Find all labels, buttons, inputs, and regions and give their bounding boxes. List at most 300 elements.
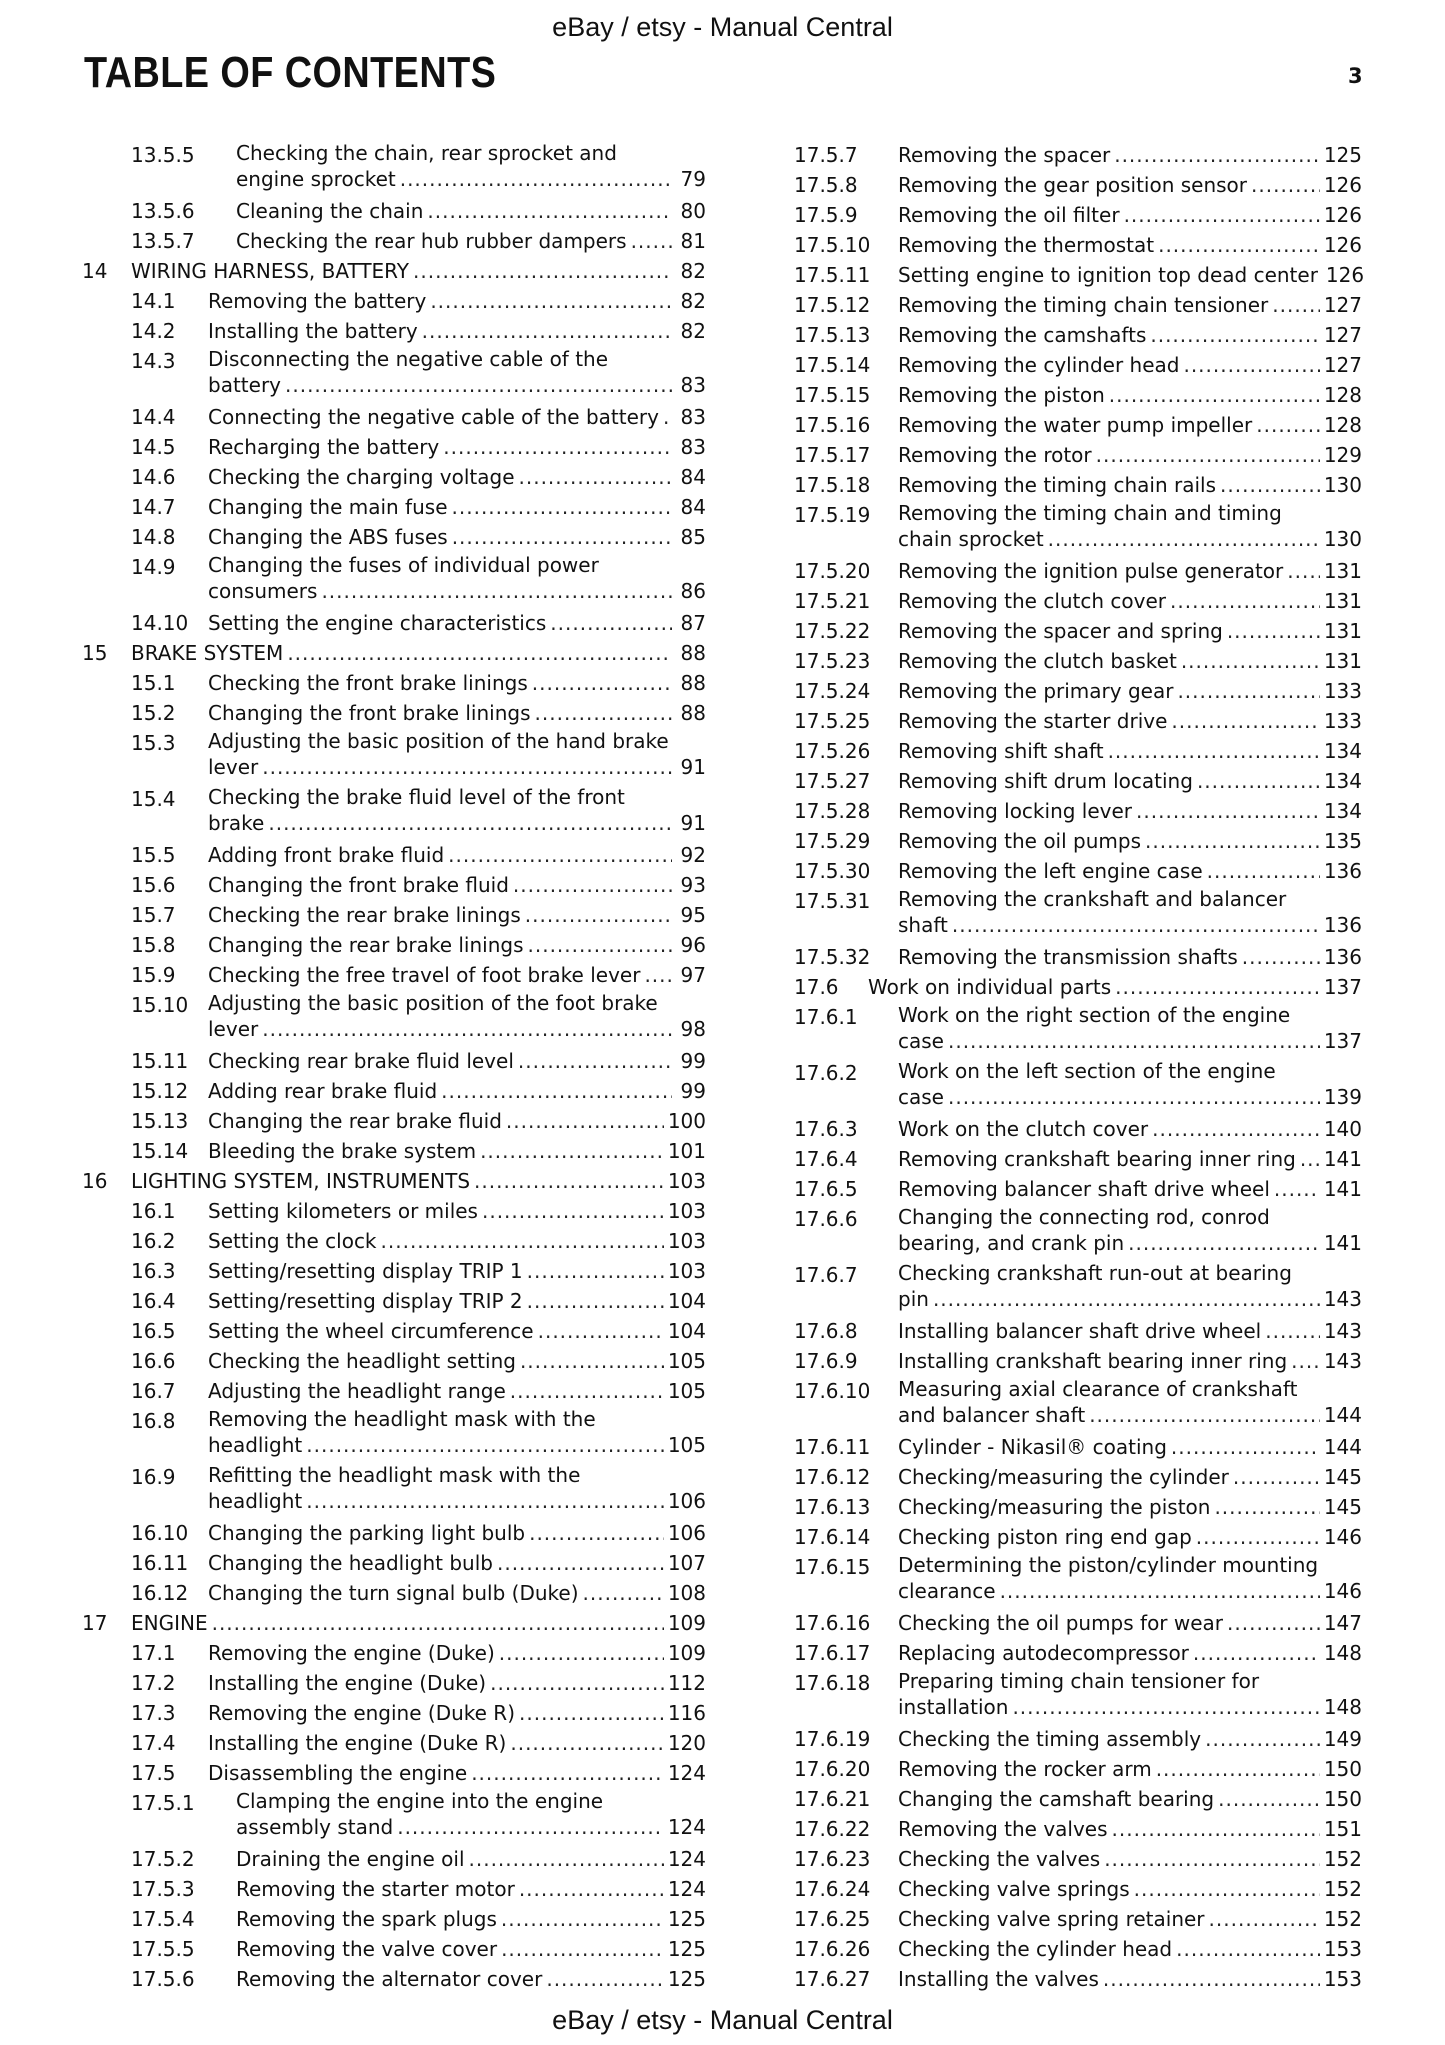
- toc-entry[interactable]: [794, 1638, 1362, 1668]
- toc-entry-number: 13.5.5: [131, 143, 195, 167]
- toc-entry-page: 131: [1323, 559, 1362, 583]
- dot-leader: [413, 256, 672, 286]
- toc-entry[interactable]: [794, 766, 1362, 796]
- toc-entry-title: Connecting the negative cable of the battery: [208, 405, 659, 429]
- dot-leader: [1124, 200, 1320, 230]
- toc-entry[interactable]: [82, 1046, 706, 1076]
- dot-leader: [469, 1844, 664, 1874]
- dot-leader: [948, 1084, 1320, 1110]
- toc-entry-number: 15: [82, 641, 108, 665]
- toc-entry-number: 16.2: [131, 1229, 176, 1253]
- toc-entry[interactable]: [82, 1964, 706, 1994]
- toc-entry-page: 150: [1323, 1757, 1362, 1781]
- toc-entry-number: 17.5.31: [794, 889, 871, 913]
- toc-entry-number: 17.6.1: [794, 1005, 858, 1029]
- toc-entry-number: 14.6: [131, 465, 176, 489]
- toc-entry[interactable]: [82, 432, 706, 462]
- toc-entry-number: 16: [82, 1169, 108, 1193]
- toc-entry-number: 17.5.10: [794, 233, 871, 257]
- toc-entry[interactable]: [82, 784, 706, 840]
- toc-entry-number: 14.5: [131, 435, 176, 459]
- toc-entry[interactable]: [82, 1518, 706, 1548]
- toc-entry-page: 99: [680, 1079, 706, 1103]
- toc-entry[interactable]: [794, 676, 1362, 706]
- dot-leader: [1197, 766, 1320, 796]
- toc-entry-title: Adjusting the headlight range: [208, 1379, 506, 1403]
- toc-entry[interactable]: [794, 230, 1362, 260]
- toc-entry[interactable]: [794, 646, 1362, 676]
- toc-entry-number: 17.5.29: [794, 829, 871, 853]
- toc-entry[interactable]: [794, 886, 1362, 942]
- toc-entry[interactable]: [794, 350, 1362, 380]
- toc-entry-title: Removing the water pump impeller: [898, 413, 1253, 437]
- toc-entry[interactable]: [794, 706, 1362, 736]
- toc-entry[interactable]: [82, 552, 706, 608]
- dot-leader: [443, 432, 672, 462]
- toc-entry-page: 83: [680, 405, 706, 429]
- toc-entry-title: Removing the timing chain rails: [898, 473, 1217, 497]
- toc-entry-number: 17.6.6: [794, 1207, 858, 1231]
- toc-entry[interactable]: [794, 1174, 1362, 1204]
- toc-entry[interactable]: [794, 200, 1362, 230]
- toc-entry[interactable]: [82, 316, 706, 346]
- toc-entry-page: 150: [1323, 1787, 1362, 1811]
- toc-entry-page: 146: [1323, 1579, 1362, 1603]
- toc-entry-page: 91: [680, 755, 706, 779]
- toc-entry-title: Removing the thermostat: [898, 233, 1155, 257]
- toc-entry[interactable]: [82, 930, 706, 960]
- toc-entry-number: 15.7: [131, 903, 176, 927]
- toc-entry[interactable]: [82, 462, 706, 492]
- toc-entry[interactable]: [794, 826, 1362, 856]
- toc-entry[interactable]: [794, 1964, 1362, 1994]
- toc-entry-number: 17.6.27: [794, 1967, 871, 1991]
- toc-entry-title-line1: Changing the fuses of individual power: [208, 553, 599, 577]
- toc-column-right: [794, 140, 1365, 1994]
- toc-entry-number: 16.11: [131, 1551, 189, 1575]
- dot-leader: [427, 196, 672, 226]
- toc-entry[interactable]: [82, 1316, 706, 1346]
- dot-leader: [1171, 1432, 1320, 1462]
- toc-entry-page: 126: [1323, 203, 1362, 227]
- toc-entry-number: 15.11: [131, 1049, 189, 1073]
- dot-leader: [497, 1548, 664, 1578]
- toc-entry[interactable]: [794, 1260, 1362, 1316]
- dot-leader: [452, 492, 672, 522]
- toc-entry-page: 141: [1323, 1147, 1362, 1171]
- toc-entry-page: 148: [1323, 1695, 1362, 1719]
- toc-entry-page: 99: [680, 1049, 706, 1073]
- toc-entry-title: Setting/resetting display TRIP 2: [208, 1289, 523, 1313]
- toc-entry-number: 14.8: [131, 525, 176, 549]
- dot-leader: [1170, 586, 1320, 616]
- toc-entry-title: Changing the rear brake fluid: [208, 1109, 502, 1133]
- watermark-top: eBay / etsy - Manual Central: [552, 12, 893, 42]
- toc-entry[interactable]: [82, 1758, 706, 1788]
- toc-entry[interactable]: [794, 260, 1365, 290]
- toc-entry[interactable]: [82, 1106, 706, 1136]
- toc-entry-title: Checking the rear brake linings: [208, 903, 521, 927]
- dot-leader: [1158, 230, 1320, 260]
- toc-entry[interactable]: [794, 140, 1362, 170]
- toc-entry-title: case: [898, 1029, 944, 1053]
- toc-entry[interactable]: [82, 638, 706, 668]
- toc-entry-page: 103: [667, 1199, 706, 1223]
- toc-entry[interactable]: [82, 1136, 706, 1166]
- toc-entry-number: 17.6.8: [794, 1319, 858, 1343]
- toc-entry[interactable]: [794, 1934, 1362, 1964]
- toc-entry[interactable]: [82, 960, 706, 990]
- toc-entry[interactable]: [794, 380, 1362, 410]
- toc-entry-number: 15.6: [131, 873, 176, 897]
- toc-entry-number: 17.6.12: [794, 1465, 871, 1489]
- toc-entry-title: Removing locking lever: [898, 799, 1133, 823]
- toc-entry-title: Removing the oil pumps: [898, 829, 1141, 853]
- toc-entry-page: 106: [667, 1521, 706, 1545]
- toc-entry-number: 15.13: [131, 1109, 189, 1133]
- dot-leader: [501, 1904, 664, 1934]
- toc-entry[interactable]: [82, 1904, 706, 1934]
- toc-entry-title: Removing the left engine case: [898, 859, 1203, 883]
- toc-entry-title-line1: Removing the crankshaft and balancer: [898, 887, 1287, 911]
- toc-entry[interactable]: [82, 840, 706, 870]
- toc-entry-page: 133: [1323, 679, 1362, 703]
- toc-entry-number: 17.6.21: [794, 1787, 871, 1811]
- toc-entry[interactable]: [794, 1346, 1362, 1376]
- toc-entry[interactable]: [82, 492, 706, 522]
- toc-entry-number: 14.1: [131, 289, 176, 313]
- toc-entry-title: Removing the engine (Duke): [208, 1641, 495, 1665]
- toc-entry[interactable]: [82, 1638, 706, 1668]
- toc-entry-page: 103: [667, 1229, 706, 1253]
- toc-entry-page: 88: [680, 641, 706, 665]
- dot-leader: [1265, 1316, 1320, 1346]
- toc-entry[interactable]: [82, 870, 706, 900]
- toc-entry[interactable]: [794, 1492, 1362, 1522]
- toc-entry-page: 126: [1323, 233, 1362, 257]
- toc-entry-page: 135: [1323, 829, 1362, 853]
- dot-leader: [1152, 1114, 1320, 1144]
- toc-entry[interactable]: [794, 1814, 1362, 1844]
- toc-entry[interactable]: [82, 1698, 706, 1728]
- toc-entry[interactable]: [82, 728, 706, 784]
- toc-entry-page: 149: [1323, 1727, 1362, 1751]
- toc-entry-title: Bleeding the brake system: [208, 1139, 477, 1163]
- toc-entry[interactable]: [794, 1204, 1362, 1260]
- toc-entry-title: lever: [208, 1017, 259, 1041]
- toc-entry-number: 17.6.18: [794, 1671, 871, 1695]
- toc-entry-page: 141: [1323, 1177, 1362, 1201]
- toc-entry[interactable]: [794, 1522, 1362, 1552]
- toc-entry-page: 145: [1323, 1465, 1362, 1489]
- toc-entry-page: 120: [667, 1731, 706, 1755]
- toc-entry-title: Checking the timing assembly: [898, 1727, 1202, 1751]
- toc-entry[interactable]: [794, 1114, 1362, 1144]
- toc-entry[interactable]: [794, 556, 1362, 586]
- toc-entry[interactable]: [794, 1376, 1362, 1432]
- dot-leader: [1214, 1492, 1319, 1522]
- toc-entry[interactable]: [82, 1728, 706, 1758]
- dot-leader: [381, 1226, 664, 1256]
- dot-leader: [1233, 1462, 1320, 1492]
- toc-entry[interactable]: [794, 1784, 1362, 1814]
- toc-entry-number: 15.10: [131, 993, 189, 1017]
- toc-entry[interactable]: [82, 1788, 706, 1844]
- toc-entry-title-line1: Work on the right section of the engine: [898, 1003, 1291, 1027]
- dot-leader: [1227, 616, 1320, 646]
- toc-entry-title: Checking the rear hub rubber dampers: [236, 229, 627, 253]
- toc-entry[interactable]: [82, 1196, 706, 1226]
- toc-entry-title: Replacing autodecompressor: [898, 1641, 1189, 1665]
- toc-entry[interactable]: [82, 1578, 706, 1608]
- toc-entry[interactable]: [82, 286, 706, 316]
- toc-entry-title: consumers: [208, 579, 318, 603]
- toc-entry-number: 17.6: [794, 975, 839, 999]
- toc-entry-title: Checking valve springs: [898, 1877, 1130, 1901]
- dot-leader: [510, 1728, 663, 1758]
- toc-entry-title: Removing the spacer and spring: [898, 619, 1223, 643]
- dot-leader: [1145, 826, 1320, 856]
- toc-entry[interactable]: [794, 616, 1362, 646]
- toc-entry-title: Checking piston ring end gap: [898, 1525, 1192, 1549]
- toc-column-left: [82, 140, 706, 1994]
- toc-entry-title: Checking the oil pumps for wear: [898, 1611, 1224, 1635]
- toc-entry-title: Setting the clock: [208, 1229, 377, 1253]
- dot-leader: [268, 810, 672, 836]
- toc-entry-title: Removing the spark plugs: [236, 1907, 497, 1931]
- toc-entry-title: Work on the clutch cover: [898, 1117, 1149, 1141]
- toc-entry[interactable]: [794, 500, 1362, 556]
- toc-entry-title-line1: Checking the brake fluid level of the front: [208, 785, 625, 809]
- toc-entry-page: 88: [680, 701, 706, 725]
- toc-entry[interactable]: [82, 226, 706, 256]
- toc-entry-title: Removing the ignition pulse generator: [898, 559, 1284, 583]
- toc-entry-page: 144: [1323, 1435, 1362, 1459]
- toc-entry[interactable]: [794, 856, 1362, 886]
- toc-entry-number: 16.6: [131, 1349, 176, 1373]
- dot-leader: [1218, 1784, 1320, 1814]
- toc-entry[interactable]: [794, 1058, 1362, 1114]
- dot-leader: [520, 1346, 664, 1376]
- toc-entry-title: installation: [898, 1695, 1009, 1719]
- toc-entry-title: Checking the front brake linings: [208, 671, 528, 695]
- toc-entry-page: 93: [680, 873, 706, 897]
- dot-leader: [527, 1256, 664, 1286]
- toc-entry-number: 17.5.9: [794, 203, 858, 227]
- toc-entry[interactable]: [794, 796, 1362, 826]
- toc-entry-number: 17.5.15: [794, 383, 871, 407]
- toc-entry[interactable]: [82, 346, 706, 402]
- toc-entry-title: Checking the free travel of foot brake lever: [208, 963, 641, 987]
- toc-entry[interactable]: [82, 1256, 706, 1286]
- toc-entry[interactable]: [794, 1724, 1362, 1754]
- toc-entry-number: 17.6.9: [794, 1349, 858, 1373]
- toc-entry[interactable]: [82, 1376, 706, 1406]
- toc-entry-title: lever: [208, 755, 259, 779]
- toc-entry[interactable]: [794, 320, 1362, 350]
- dot-leader: [1136, 796, 1320, 826]
- toc-entry-title: Removing the engine (Duke R): [208, 1701, 516, 1725]
- dot-leader: [535, 698, 672, 728]
- toc-entry-title: Removing shift shaft: [898, 739, 1104, 763]
- toc-entry[interactable]: [82, 196, 706, 226]
- toc-entry-number: 15.9: [131, 963, 176, 987]
- toc-entry-page: 151: [1323, 1817, 1362, 1841]
- dot-leader: [1103, 1964, 1320, 1994]
- toc-entry[interactable]: [794, 1608, 1362, 1638]
- toc-entry-title: Checking/measuring the piston: [898, 1495, 1211, 1519]
- toc-entry[interactable]: [82, 140, 706, 196]
- toc-entry-number: 17.5.12: [794, 293, 871, 317]
- dot-leader: [285, 372, 672, 398]
- dot-leader: [510, 1376, 664, 1406]
- toc-entry[interactable]: [794, 1316, 1362, 1346]
- dot-leader: [1177, 676, 1319, 706]
- dot-leader: [490, 1668, 664, 1698]
- toc-entry[interactable]: [82, 1166, 706, 1196]
- dot-leader: [1207, 856, 1320, 886]
- toc-entry-title-line1: Measuring axial clearance of crankshaft: [898, 1377, 1298, 1401]
- toc-entry[interactable]: [82, 900, 706, 930]
- toc-entry[interactable]: [794, 1904, 1362, 1934]
- dot-leader: [1128, 1230, 1320, 1256]
- toc-entry-page: 127: [1323, 353, 1362, 377]
- toc-entry[interactable]: [794, 736, 1362, 766]
- toc-entry[interactable]: [794, 1002, 1362, 1058]
- toc-entry[interactable]: [794, 942, 1362, 972]
- dot-leader: [583, 1578, 664, 1608]
- dot-leader: [1156, 1754, 1320, 1784]
- dot-leader: [430, 286, 672, 316]
- toc-entry-page: 127: [1323, 323, 1362, 347]
- toc-entry-title: Removing the transmission shafts: [898, 945, 1238, 969]
- toc-entry-page: 82: [680, 259, 706, 283]
- toc-entry-title: Removing crankshaft bearing inner ring: [898, 1147, 1296, 1171]
- toc-entry-page: 125: [667, 1937, 706, 1961]
- toc-entry[interactable]: [794, 410, 1362, 440]
- dot-leader: [1096, 440, 1320, 470]
- toc-entry-number: 17.5.19: [794, 503, 871, 527]
- toc-entry-page: 137: [1323, 975, 1362, 999]
- toc-entry-title: Checking the charging voltage: [208, 465, 515, 489]
- dot-leader: [321, 578, 672, 604]
- toc-entry-page: 152: [1323, 1847, 1362, 1871]
- toc-entry-page: 88: [680, 671, 706, 695]
- toc-entry[interactable]: [82, 256, 706, 286]
- toc-entry-title: Setting the wheel circumference: [208, 1319, 534, 1343]
- toc-entry[interactable]: [794, 440, 1362, 470]
- toc-entry-title: Removing the primary gear: [898, 679, 1174, 703]
- toc-entry[interactable]: [82, 698, 706, 728]
- toc-entry-title: BRAKE SYSTEM: [131, 641, 284, 665]
- dot-leader: [1104, 1844, 1320, 1874]
- toc-entry-page: 82: [680, 289, 706, 313]
- toc-entry-page: 136: [1323, 859, 1362, 883]
- toc-entry-number: 16.7: [131, 1379, 176, 1403]
- toc-entry[interactable]: [794, 1844, 1362, 1874]
- toc-entry-title: Checking valve spring retainer: [898, 1907, 1205, 1931]
- toc-entry[interactable]: [794, 1754, 1362, 1784]
- toc-entry-number: 17.5.7: [794, 143, 858, 167]
- toc-entry[interactable]: [794, 1874, 1362, 1904]
- toc-entry-title: Installing the engine (Duke): [208, 1671, 487, 1695]
- dot-leader: [1000, 1578, 1320, 1604]
- toc-entry[interactable]: [82, 1934, 706, 1964]
- toc-entry[interactable]: [794, 972, 1362, 1002]
- toc-entry[interactable]: [794, 470, 1362, 500]
- toc-entry-title: Checking the headlight setting: [208, 1349, 516, 1373]
- toc-entry-title: Installing the battery: [208, 319, 418, 343]
- toc-entry-page: 83: [680, 373, 706, 397]
- toc-entry-title: Removing the rotor: [898, 443, 1092, 467]
- toc-entry[interactable]: [82, 522, 706, 552]
- toc-entry-number: 14.9: [131, 555, 176, 579]
- toc-entry-page: 105: [667, 1433, 706, 1457]
- toc-entry-page: 124: [667, 1847, 706, 1871]
- toc-entry-number: 14.7: [131, 495, 176, 519]
- toc-entry[interactable]: [82, 608, 706, 638]
- toc-entry[interactable]: [82, 402, 706, 432]
- toc-entry-title: Removing the valve cover: [236, 1937, 498, 1961]
- toc-entry-page: 109: [667, 1611, 706, 1635]
- toc-entry-number: 14.4: [131, 405, 176, 429]
- toc-entry[interactable]: [82, 1076, 706, 1106]
- toc-entry-number: 16.9: [131, 1465, 176, 1489]
- dot-leader: [1115, 972, 1320, 1002]
- toc-entry-page: 143: [1323, 1319, 1362, 1343]
- toc-entry-title: Cylinder - Nikasil® coating: [898, 1435, 1167, 1459]
- toc-entry-page: 131: [1323, 589, 1362, 613]
- dot-leader: [441, 1076, 672, 1106]
- toc-entry[interactable]: [82, 1608, 706, 1638]
- toc-entry-number: 17.5.22: [794, 619, 871, 643]
- toc-entry[interactable]: [794, 1668, 1362, 1724]
- toc-entry[interactable]: [82, 1874, 706, 1904]
- toc-entry[interactable]: [794, 1552, 1362, 1608]
- toc-entry-number: 13.5.6: [131, 199, 195, 223]
- toc-entry-title-line1: Checking the chain, rear sprocket and: [236, 141, 617, 165]
- toc-entry[interactable]: [794, 1432, 1362, 1462]
- toc-entry-number: 17.6.5: [794, 1177, 858, 1201]
- toc-entry[interactable]: [82, 990, 706, 1046]
- toc-entry[interactable]: [82, 1462, 706, 1518]
- toc-entry[interactable]: [794, 290, 1362, 320]
- toc-entry[interactable]: [794, 586, 1362, 616]
- toc-entry-number: 17: [82, 1611, 108, 1635]
- toc-entry[interactable]: [82, 668, 706, 698]
- toc-entry[interactable]: [82, 1844, 706, 1874]
- toc-entry[interactable]: [794, 170, 1362, 200]
- toc-entry[interactable]: [82, 1548, 706, 1578]
- toc-entry-title: clearance: [898, 1579, 996, 1603]
- toc-entry-number: 17.5.25: [794, 709, 871, 733]
- toc-entry[interactable]: [82, 1406, 706, 1462]
- toc-entry-title: Changing the parking light bulb: [208, 1521, 526, 1545]
- toc-entry-number: 16.10: [131, 1521, 189, 1545]
- toc-entry-number: 17.1: [131, 1641, 176, 1665]
- toc-entry-number: 17.5.21: [794, 589, 871, 613]
- toc-entry[interactable]: [82, 1346, 706, 1376]
- toc-entry-number: 17.5.4: [131, 1907, 195, 1931]
- toc-entry[interactable]: [794, 1144, 1362, 1174]
- toc-entry[interactable]: [82, 1226, 706, 1256]
- toc-entry[interactable]: [794, 1462, 1362, 1492]
- toc-entry[interactable]: [82, 1286, 706, 1316]
- toc-entry-page: 137: [1323, 1029, 1362, 1053]
- toc-entry-number: 17.5.23: [794, 649, 871, 673]
- toc-entry[interactable]: [82, 1668, 706, 1698]
- toc-entry-number: 17.6.26: [794, 1937, 871, 1961]
